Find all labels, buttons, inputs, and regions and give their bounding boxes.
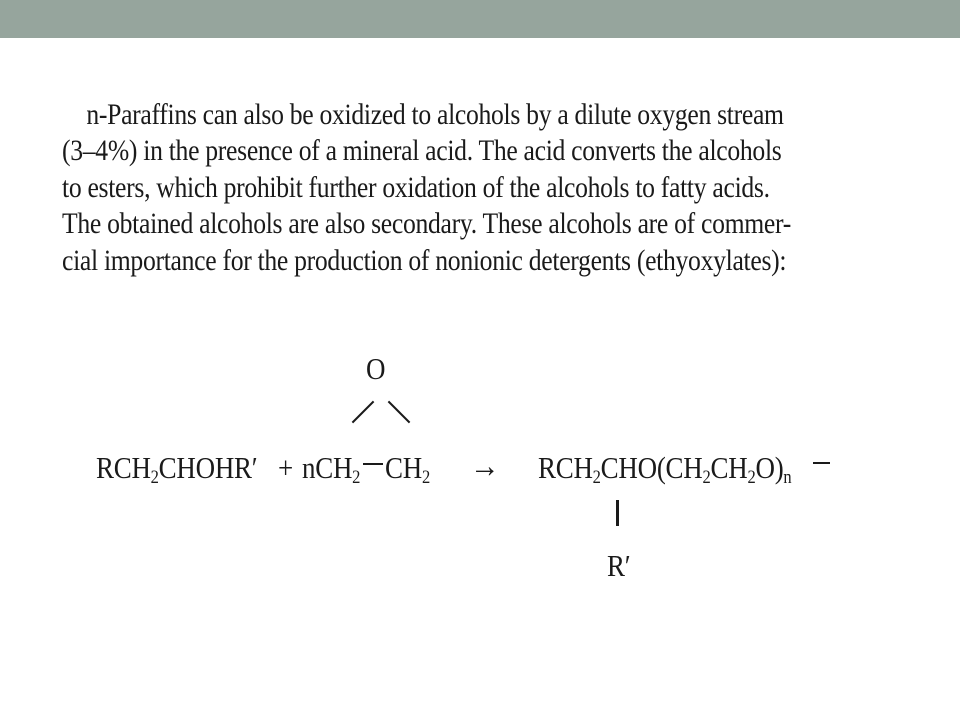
epoxide-oxygen: O — [366, 351, 386, 386]
branch-bond — [616, 500, 619, 526]
paragraph-line: to esters, which prohibit further oxidation of the alcohols to fatty acids. — [62, 171, 770, 204]
plus-sign: + — [278, 450, 293, 485]
product-terminal-bond — [813, 462, 830, 464]
reactant-alcohol: $RCH_2CHOHR'$ — [96, 450, 258, 488]
paragraph-line: n-Paraffins can also be oxidized to alcohols by a dilute oxygen stream — [86, 99, 784, 131]
paragraph-line: cial importance for the production of nonionic detergents (ethyoxylates): — [62, 244, 787, 277]
reaction-arrow: → — [470, 448, 500, 485]
reactant-ethylene-oxide-right: $CH_2$ — [385, 450, 430, 488]
slide-header-bar — [0, 0, 960, 38]
body-paragraph — [62, 97, 791, 279]
product-ethoxylate: $RCH_2CHO(CH_2CH_2O)_n$ — [538, 450, 792, 488]
paragraph-line: The obtained alcohols are also secondary. These alcohols are of commer- — [62, 208, 791, 241]
branch-group: R′ — [607, 548, 631, 583]
epoxide-bond-left — [352, 401, 375, 424]
paragraph-line: (3–4%) in the presence of a mineral acid. The acid converts the alcohols — [62, 135, 782, 168]
reactant-ethylene-oxide-left: nCH$_2$ — [302, 450, 361, 488]
epoxide-bond-right — [388, 401, 411, 424]
epoxide-cc-bond — [363, 463, 383, 465]
